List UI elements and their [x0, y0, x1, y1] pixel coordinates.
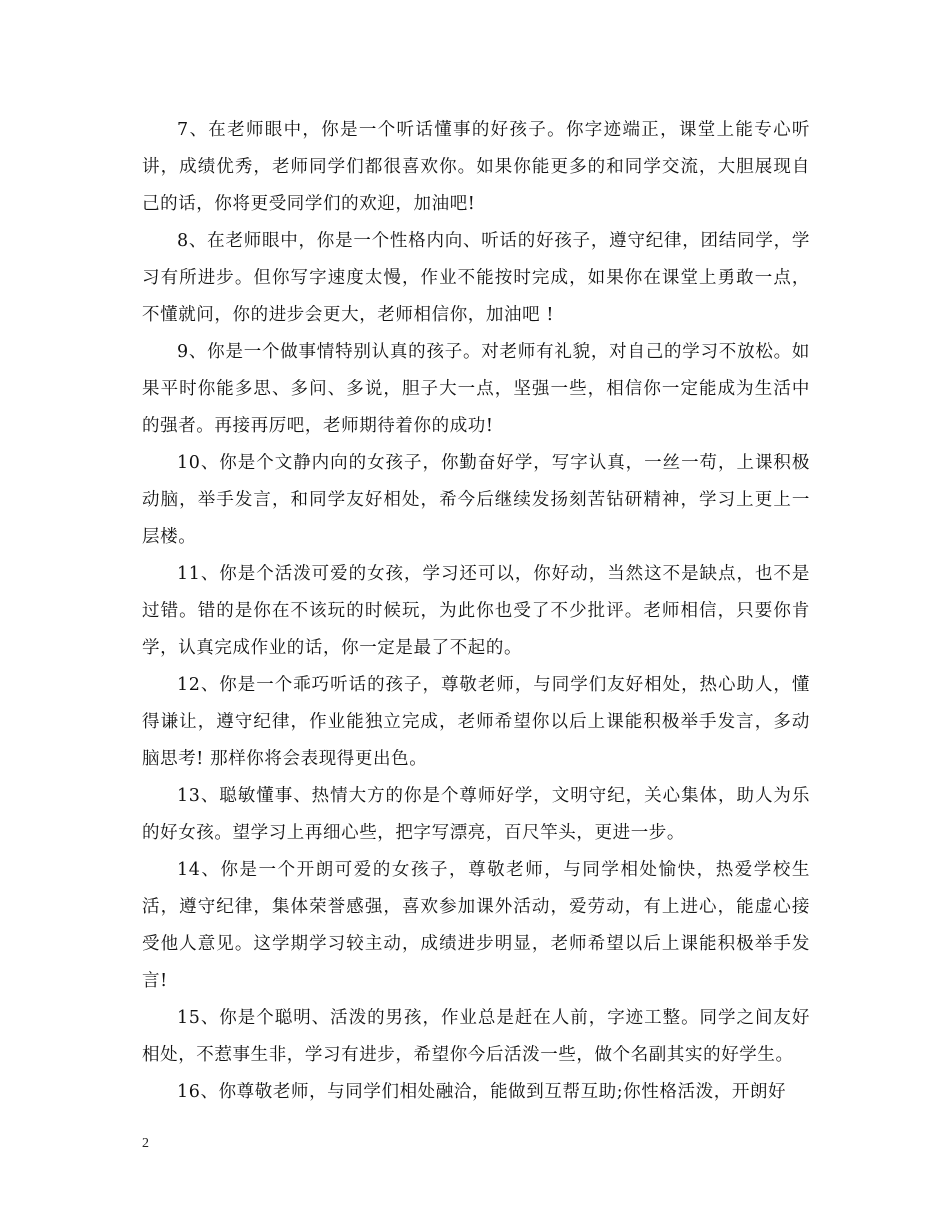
paragraph: 16、你尊敬老师，与同学们相处融洽，能做到互帮互助;你性格活泼，开朗好 — [177, 1082, 787, 1102]
page-number: 2 — [142, 1136, 149, 1151]
paragraph: 10、你是个文静内向的女孩子，你勤奋好学，写字认真，一丝一苟，上课积极动脑，举手发言，和同学友好相处，希今后继续发扬刻苦钻研精神，学习上更上一层楼。 — [142, 453, 810, 547]
document-body — [142, 112, 810, 1111]
paragraph: 14、你是一个开朗可爱的女孩子，尊敬老师，与同学相处愉快，热爱学校生活，遵守纪律，集体荣誉感强，喜欢参加课外活动，爱劳动，有上进心，能虚心接受他人意见。这学期学习较主动，成绩进步明显，老师希望以后上课能积极举手发言! — [142, 860, 810, 991]
paragraph: 9、你是一个做事情特别认真的孩子。对老师有礼貌，对自己的学习不放松。如果平时你能多思、多问、多说，胆子大一点，坚强一些，相信你一定能成为生活中的强者。再接再厉吧，老师期待着你的成功! — [142, 342, 810, 436]
paragraph: 15、你是个聪明、活泼的男孩，作业总是赶在人前，字迹工整。同学之间友好相处，不惹事生非，学习有进步，希望你今后活泼一些，做个名副其实的好学生。 — [142, 1008, 810, 1065]
paragraph: 13、聪敏懂事、热情大方的你是个尊师好学，文明守纪，关心集体，助人为乐的好女孩。望学习上再细心些，把字写漂亮，百尺竿头，更进一步。 — [142, 786, 810, 843]
paragraph: 11、你是个活泼可爱的女孩，学习还可以，你好动，当然这不是缺点，也不是过错。错的是你在不该玩的时候玩，为此你也受了不少批评。老师相信，只要你肯学，认真完成作业的话，你一定是最了不起的。 — [142, 564, 810, 658]
paragraph: 7、在老师眼中，你是一个听话懂事的好孩子。你字迹端正，课堂上能专心听讲，成绩优秀，老师同学们都很喜欢你。如果你能更多的和同学交流，大胆展现自己的话，你将更受同学们的欢迎，加油吧! — [142, 120, 810, 214]
paragraph: 12、你是一个乖巧听话的孩子，尊敬老师，与同学们友好相处，热心助人，懂得谦让，遵守纪律，作业能独立完成，老师希望你以后上课能积极举手发言，多动脑思考! 那样你将会表现得更出色。 — [142, 675, 810, 769]
paragraph: 8、在老师眼中，你是一个性格内向、听话的好孩子，遵守纪律，团结同学，学习有所进步。但你写字速度太慢，作业不能按时完成，如果你在课堂上勇敢一点，不懂就问，你的进步会更大，老师相信你，加油吧 ! — [142, 231, 810, 325]
